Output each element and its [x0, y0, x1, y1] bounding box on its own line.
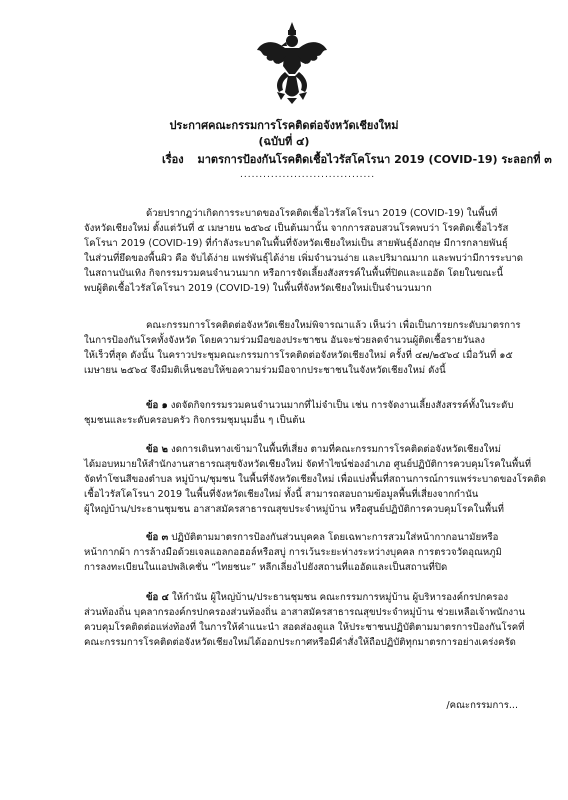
- paragraph-intro: [84, 206, 524, 296]
- document-title: ประกาศคณะกรรมการโรคติดต่อจังหวัดเชียงใหม่: [169, 119, 399, 132]
- paragraph-line: พบผู้ติดเชื้อไวรัสโคโรนา 2019 (COVID-19) ในพื้นที่จังหวัดเชียงใหม่เป็นจำนวนมาก: [84, 283, 432, 294]
- paragraph-line: ได้มอบหมายให้สำนักงานสาธารณสุขจังหวัดเชียงใหม่ จัดทำไซน์ช่องอำเภอ ศูนย์ปฏิบัติการควบคุมโรคในพื้นที่: [84, 459, 532, 470]
- clause-3: [84, 530, 518, 575]
- clause-text: ให้กำนัน ผู้ใหญ่บ้าน/ประธานชุมชน คณะกรรมการหมู่บ้าน ผู้บริหารองค์กรปกครอง: [168, 592, 509, 603]
- paragraph-line: เชื้อไวรัสโคโรนา 2019 ในพื้นที่จังหวัดเชียงใหม่ ทั้งนี้ สามารถสอบถามข้อมูลพื้นที่เสี่ยงจากกำนัน: [84, 489, 479, 500]
- clause-text: งดการเดินทางเข้ามาในพื้นที่เสี่ยง ตามที่คณะกรรมการโรคติดต่อจังหวัดเชียงใหม่: [167, 444, 502, 455]
- clause-number: ข้อ ๑: [146, 400, 168, 411]
- clause-2: [84, 442, 546, 517]
- paragraph-line: ให้เร็วที่สุด ดังนั้น ในคราวประชุมคณะกรรมการโรคติดต่อจังหวัดเชียงใหม่ ครั้งที่ ๔๗/๒๕๖๔ เมื่อวันที่ ๑๕: [84, 350, 513, 361]
- paragraph-line: จังหวัดเชียงใหม่ ตั้งแต่วันที่ ๕ เมษายน ๒๕๖๔ เป็นต้นมานั้น จากการสอบสวนโรคพบว่า โรคติดเชื้อไวรัส: [84, 223, 509, 234]
- garuda-emblem-icon: [255, 20, 329, 106]
- clause-4: [84, 590, 526, 650]
- clause-text: ปฏิบัติตามมาตรการป้องกันส่วนบุคคล โดยเฉพาะการสวมใส่หน้ากากอนามัยหรือ: [168, 532, 499, 543]
- clause-number: ข้อ ๔: [146, 592, 169, 603]
- paragraph-line: [84, 398, 518, 413]
- continuation-note: /คณะกรรมการ...: [446, 700, 518, 711]
- paragraph-line: คณะกรรมการโรคติดต่อจังหวัดเชียงใหม่ได้ออกประกาศหรือมีคำสั่งให้ถือปฏิบัติทุกมาตรการอย่างเคร่งครัด: [84, 637, 516, 648]
- clause-text: งดจัดกิจกรรมรวมคนจำนวนมากที่ไม่จำเป็น เช่น การจัดงานเลี้ยงสังสรรค์ทั้งในระดับ: [167, 400, 514, 411]
- issue-number: (ฉบับที่ ๔): [258, 135, 310, 148]
- paragraph-line: [84, 590, 518, 605]
- paragraph-line: [84, 442, 518, 457]
- paragraph-line: ในส่วนที่ยึดของพื้นผิว คือ จับได้ง่าย แพร่พันธุ์ได้ง่าย เพิ่มจำนวนง่าย และปริมาณมาก และพบว่ามีการระบาด: [84, 253, 524, 264]
- paragraph-line: ส่วนท้องถิ่น บุคลากรองค์กรปกครองส่วนท้องถิ่น อาสาสมัครสาธารณสุขประจำหมู่บ้าน ช่วยเหลือเจ้าพนักงาน: [84, 607, 526, 618]
- paragraph-line: ผู้ใหญ่บ้าน/ประธานชุมชน อาสาสมัครสาธารณสุขประจำหมู่บ้าน หรือศูนย์ปฏิบัติการควบคุมโรคในพื้นที่: [84, 504, 504, 515]
- paragraph-line: เมษายน ๒๕๖๔ จึงมีมติเห็นชอบให้ขอความร่วมมือจากประชาชนในจังหวัดเชียงใหม่ ดังนี้: [84, 365, 446, 376]
- separator-dots: ...................................: [240, 170, 376, 180]
- paragraph-line: ในการป้องกันโรคทั้งจังหวัด โดยความร่วมมือของประชาชน อันจะช่วยลดจำนวนผู้ติดเชื้อรายวันลง: [84, 335, 485, 346]
- subject-line: [162, 150, 552, 168]
- paragraph-resolution: [84, 318, 521, 378]
- subject-label: เรื่อง: [162, 153, 184, 166]
- clause-1: [84, 398, 518, 428]
- paragraph-line: การลงทะเบียนในแอปพลิเคชั่น “ไทยชนะ” หลีกเลี่ยงไปยังสถานที่แออัดและเป็นสถานที่ปิด: [84, 562, 448, 573]
- paragraph-line: คณะกรรมการโรคติดต่อจังหวัดเชียงใหม่พิจารณาแล้ว เห็นว่า เพื่อเป็นการยกระดับมาตรการ: [146, 320, 521, 331]
- paragraph-line: [84, 530, 518, 545]
- paragraph-line: ด้วยปรากฏว่าเกิดการระบาดของโรคติดเชื้อไวรัสโคโรนา 2019 (COVID-19) ในพื้นที่: [146, 208, 498, 219]
- paragraph-line: โคโรนา 2019 (COVID-19) ที่กำลังระบาดในพื้นที่จังหวัดเชียงใหม่เป็น สายพันธุ์อังกฤษ มีการกลายพันธุ์: [84, 238, 508, 249]
- paragraph-line: ในสถานบันเทิง กิจกรรมรวมคนจำนวนมาก หรือการจัดเลี้ยงสังสรรค์ในพื้นที่ปิดและแออัด โดยในขณะนี้: [84, 268, 504, 279]
- subject-text: มาตรการป้องกันโรคติดเชื้อไวรัสโคโรนา 2019 (COVID-19) ระลอกที่ ๓: [197, 153, 552, 166]
- clause-number: ข้อ ๓: [146, 532, 169, 543]
- paragraph-line: หน้ากากผ้า การล้างมือด้วยเจลแอลกอฮอล์หรือสบู่ การเว้นระยะห่างระหว่างบุคคล การตรวจวัดอุณหภูมิ: [84, 547, 502, 558]
- paragraph-line: ชุมชนและระดับครอบครัว กิจกรรมชุมนุมอื่น ๆ เป็นต้น: [84, 415, 306, 426]
- clause-number: ข้อ ๒: [146, 444, 168, 455]
- paragraph-line: ควบคุมโรคติดต่อแห่งท้องที่ ในการให้คำแนะนำ สอดส่องดูแล ให้ประชาชนปฏิบัติตามมาตรการป้องกันโรคที่: [84, 622, 525, 633]
- paragraph-line: จัดทำโซนสีของตำบล หมู่บ้าน/ชุมชน ในพื้นที่จังหวัดเชียงใหม่ เพื่อแบ่งพื้นที่สถานการณ์การแพร่ระบาดของโรคติด: [84, 474, 546, 485]
